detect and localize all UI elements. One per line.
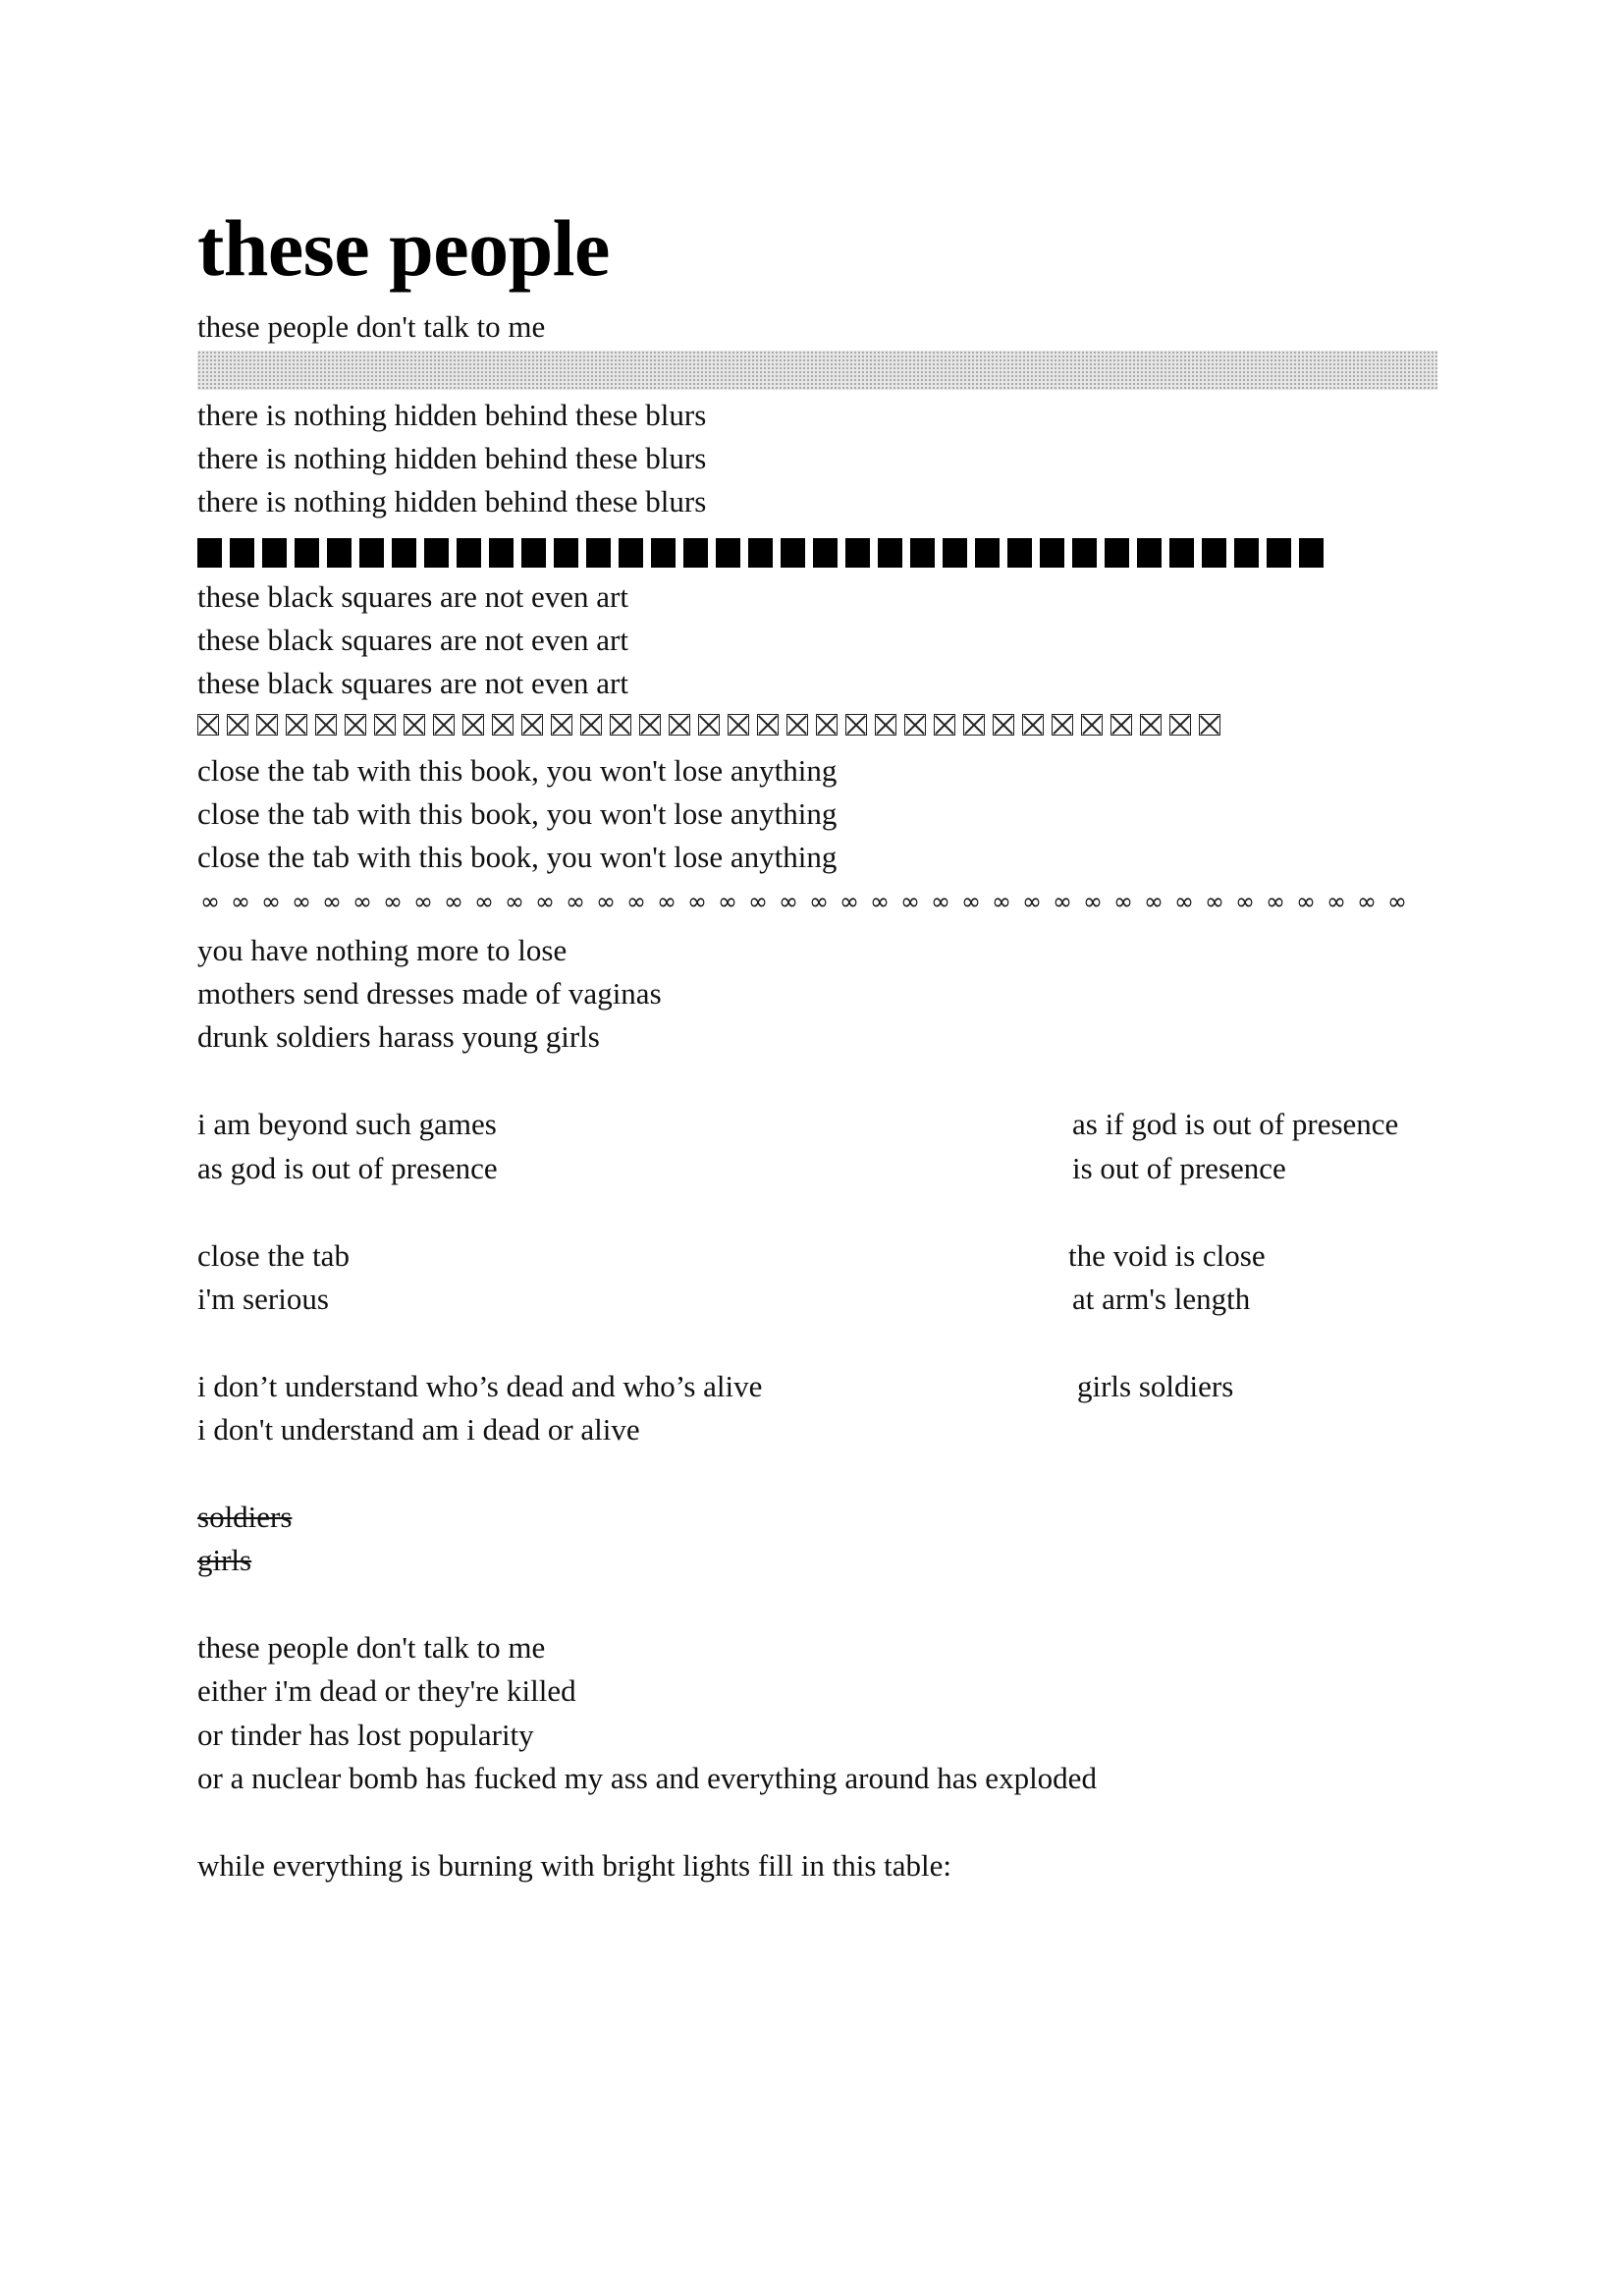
crossed-box-icon: [610, 714, 631, 736]
crossed-box-icon: [374, 714, 396, 736]
crossed-box-icon: [345, 714, 366, 736]
crossed-box-icon: [286, 714, 307, 736]
black-square: [586, 538, 611, 568]
infinity-symbol: ∞: [474, 888, 494, 915]
black-square: [327, 538, 352, 568]
black-square: [295, 538, 319, 568]
crossed-box-icon: [698, 714, 720, 736]
crossed-box-icon: [1169, 714, 1191, 736]
black-square: [683, 538, 708, 568]
infinity-symbol: ∞: [566, 888, 585, 915]
infinity-symbol: ∞: [1205, 888, 1224, 915]
infinity-symbol: ∞: [1357, 888, 1377, 915]
crossed-box-icon: [197, 714, 219, 736]
right-column-line: girls soldiers: [1077, 1369, 1234, 1403]
infinity-symbol: ∞: [322, 888, 342, 915]
infinity-symbol: ∞: [931, 888, 950, 915]
black-square: [748, 538, 773, 568]
black-square: [878, 538, 902, 568]
infinity-symbol: ∞: [444, 888, 463, 915]
stanza-line: either i'm dead or they're killed: [197, 1673, 576, 1708]
infinity-symbol: ∞: [687, 888, 707, 915]
stanza-line: drunk soldiers harass young girls: [197, 1019, 600, 1054]
crossed-box-icon: [227, 714, 248, 736]
struck-word: girls: [197, 1543, 252, 1577]
poem-title: these people: [197, 203, 610, 293]
infinity-symbol: ∞: [413, 888, 433, 915]
crossed-box-icon: [433, 714, 455, 736]
black-square: [489, 538, 514, 568]
infinity-symbol: ∞: [626, 888, 646, 915]
crossed-box-icon: [462, 714, 484, 736]
left-column-line: i don't understand am i dead or alive: [197, 1412, 640, 1447]
black-square: [197, 538, 222, 568]
crossed-box-icon: [521, 714, 543, 736]
black-square: [1105, 538, 1129, 568]
infinity-symbol: ∞: [1326, 888, 1346, 915]
black-square: [554, 538, 578, 568]
infinity-symbol: ∞: [231, 888, 250, 915]
black-square: [975, 538, 1000, 568]
black-square: [910, 538, 935, 568]
infinity-symbol: ∞: [718, 888, 737, 915]
crossed-box-icon: [1081, 714, 1103, 736]
infinity-symbol: ∞: [383, 888, 403, 915]
black-square: [781, 538, 805, 568]
infinity-symbol: ∞: [870, 888, 890, 915]
infinity-symbol: ∞: [839, 888, 859, 915]
infinity-symbol: ∞: [992, 888, 1011, 915]
right-column-line: as if god is out of presence: [1072, 1107, 1399, 1141]
infinity-row: [195, 887, 1412, 916]
crossed-box-icon: [963, 714, 985, 736]
black-square: [1202, 538, 1226, 568]
infinity-symbol: ∞: [596, 888, 616, 915]
crossed-boxes-row: [197, 714, 1220, 739]
infinity-symbol: ∞: [292, 888, 311, 915]
blur-line: there is nothing hidden behind these blurs: [197, 441, 707, 475]
crossed-box-icon: [728, 714, 749, 736]
infinity-symbol: ∞: [1022, 888, 1042, 915]
left-column-line: close the tab: [197, 1238, 350, 1273]
black-square: [521, 538, 546, 568]
crossed-box-icon: [315, 714, 337, 736]
black-square: [262, 538, 287, 568]
crossed-box-icon: [580, 714, 602, 736]
crossed-box-icon: [934, 714, 955, 736]
black-square: [1267, 538, 1291, 568]
crossed-box-icon: [404, 714, 425, 736]
black-square: [813, 538, 838, 568]
infinity-symbol: ∞: [900, 888, 920, 915]
right-column-line: is out of presence: [1072, 1151, 1286, 1185]
crossed-box-icon: [845, 714, 867, 736]
infinity-symbol: ∞: [1235, 888, 1255, 915]
left-column-line: i am beyond such games: [197, 1107, 497, 1141]
infinity-symbol: ∞: [1296, 888, 1316, 915]
black-square: [1299, 538, 1324, 568]
black-square: [1007, 538, 1032, 568]
black-square: [359, 538, 384, 568]
black-square: [716, 538, 740, 568]
infinity-symbol: ∞: [1113, 888, 1133, 915]
left-column-line: i'm serious: [197, 1282, 329, 1316]
infinity-symbol: ∞: [1053, 888, 1072, 915]
black-square: [1234, 538, 1259, 568]
crossed-box-icon: [1110, 714, 1132, 736]
crossed-box-icon: [551, 714, 572, 736]
closing-line: while everything is burning with bright lights fill in this table:: [197, 1848, 952, 1883]
close-tab-line: close the tab with this book, you won't lose anything: [197, 753, 838, 788]
crossed-box-icon: [1052, 714, 1073, 736]
crossed-box-icon: [1199, 714, 1220, 736]
left-column-line: as god is out of presence: [197, 1151, 498, 1185]
black-square: [1072, 538, 1097, 568]
infinity-symbol: ∞: [535, 888, 555, 915]
crossed-box-icon: [256, 714, 278, 736]
black-square: [230, 538, 254, 568]
squares-line: these black squares are not even art: [197, 579, 628, 614]
black-square: [619, 538, 643, 568]
black-square: [1169, 538, 1194, 568]
left-column-line: i don’t understand who’s dead and who’s alive: [197, 1369, 763, 1403]
infinity-symbol: ∞: [1174, 888, 1194, 915]
infinity-symbol: ∞: [1387, 888, 1407, 915]
crossed-box-icon: [492, 714, 514, 736]
infinity-symbol: ∞: [657, 888, 677, 915]
close-tab-line: close the tab with this book, you won't lose anything: [197, 840, 838, 874]
black-square: [845, 538, 870, 568]
infinity-symbol: ∞: [261, 888, 281, 915]
infinity-symbol: ∞: [748, 888, 768, 915]
infinity-symbol: ∞: [1083, 888, 1103, 915]
crossed-box-icon: [639, 714, 661, 736]
crossed-box-icon: [1022, 714, 1044, 736]
infinity-symbol: ∞: [961, 888, 981, 915]
stanza-line: these people don't talk to me: [197, 1630, 546, 1665]
struck-word: soldiers: [197, 1500, 293, 1534]
black-square: [1040, 538, 1064, 568]
stanza-line: or a nuclear bomb has fucked my ass and everything around has exploded: [197, 1761, 1097, 1795]
black-square: [943, 538, 967, 568]
infinity-symbol: ∞: [200, 888, 220, 915]
right-column-line: the void is close: [1068, 1238, 1266, 1273]
blur-bar: [197, 351, 1437, 390]
infinity-symbol: ∞: [505, 888, 524, 915]
stanza-line: you have nothing more to lose: [197, 933, 568, 967]
crossed-box-icon: [757, 714, 779, 736]
blur-line: there is nothing hidden behind these blurs: [197, 398, 707, 432]
stanza-line: or tinder has lost popularity: [197, 1718, 534, 1752]
black-square: [457, 538, 481, 568]
intro-line: these people don't talk to me: [197, 309, 546, 344]
black-square: [424, 538, 449, 568]
infinity-symbol: ∞: [1144, 888, 1164, 915]
close-tab-line: close the tab with this book, you won't lose anything: [197, 796, 838, 831]
infinity-symbol: ∞: [779, 888, 798, 915]
crossed-box-icon: [875, 714, 896, 736]
black-square: [651, 538, 676, 568]
squares-line: these black squares are not even art: [197, 666, 628, 700]
right-column-line: at arm's length: [1072, 1282, 1251, 1316]
crossed-box-icon: [786, 714, 808, 736]
crossed-box-icon: [669, 714, 690, 736]
crossed-box-icon: [904, 714, 926, 736]
infinity-symbol: ∞: [809, 888, 829, 915]
black-square: [392, 538, 416, 568]
stanza-line: mothers send dresses made of vaginas: [197, 976, 662, 1011]
black-square: [1137, 538, 1162, 568]
blur-line: there is nothing hidden behind these blurs: [197, 484, 707, 519]
squares-line: these black squares are not even art: [197, 623, 628, 657]
black-squares-row: [197, 538, 1324, 568]
infinity-symbol: ∞: [352, 888, 372, 915]
infinity-symbol: ∞: [1266, 888, 1285, 915]
crossed-box-icon: [993, 714, 1014, 736]
crossed-box-icon: [816, 714, 838, 736]
crossed-box-icon: [1140, 714, 1162, 736]
